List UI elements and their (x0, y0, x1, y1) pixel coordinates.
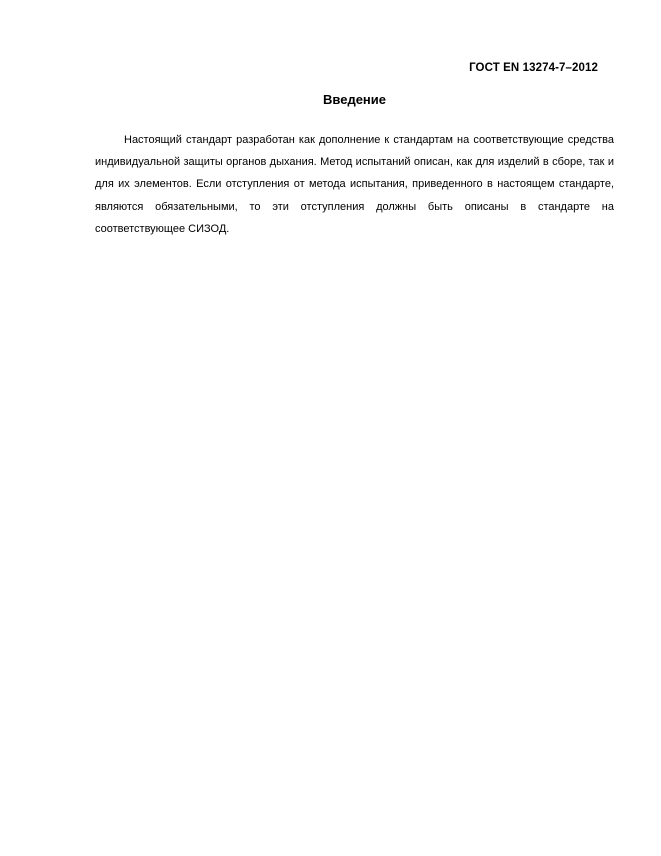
section-title: Введение (323, 92, 386, 107)
introduction-paragraph: Настоящий стандарт разработан как дополнение к стандартам на соответствующие средства индивидуальной защиты органов дыхания. Метод испытаний описан, как для изделий в сборе, так и для их элементов. Если отступления от метода испытания, приведенного в настоящем стандарте, являются обязательными, то эти отступления должны быть описаны в стандарте на соответствующее СИЗОД. (95, 134, 614, 235)
document-code: ГОСТ EN 13274-7–2012 (469, 62, 598, 74)
